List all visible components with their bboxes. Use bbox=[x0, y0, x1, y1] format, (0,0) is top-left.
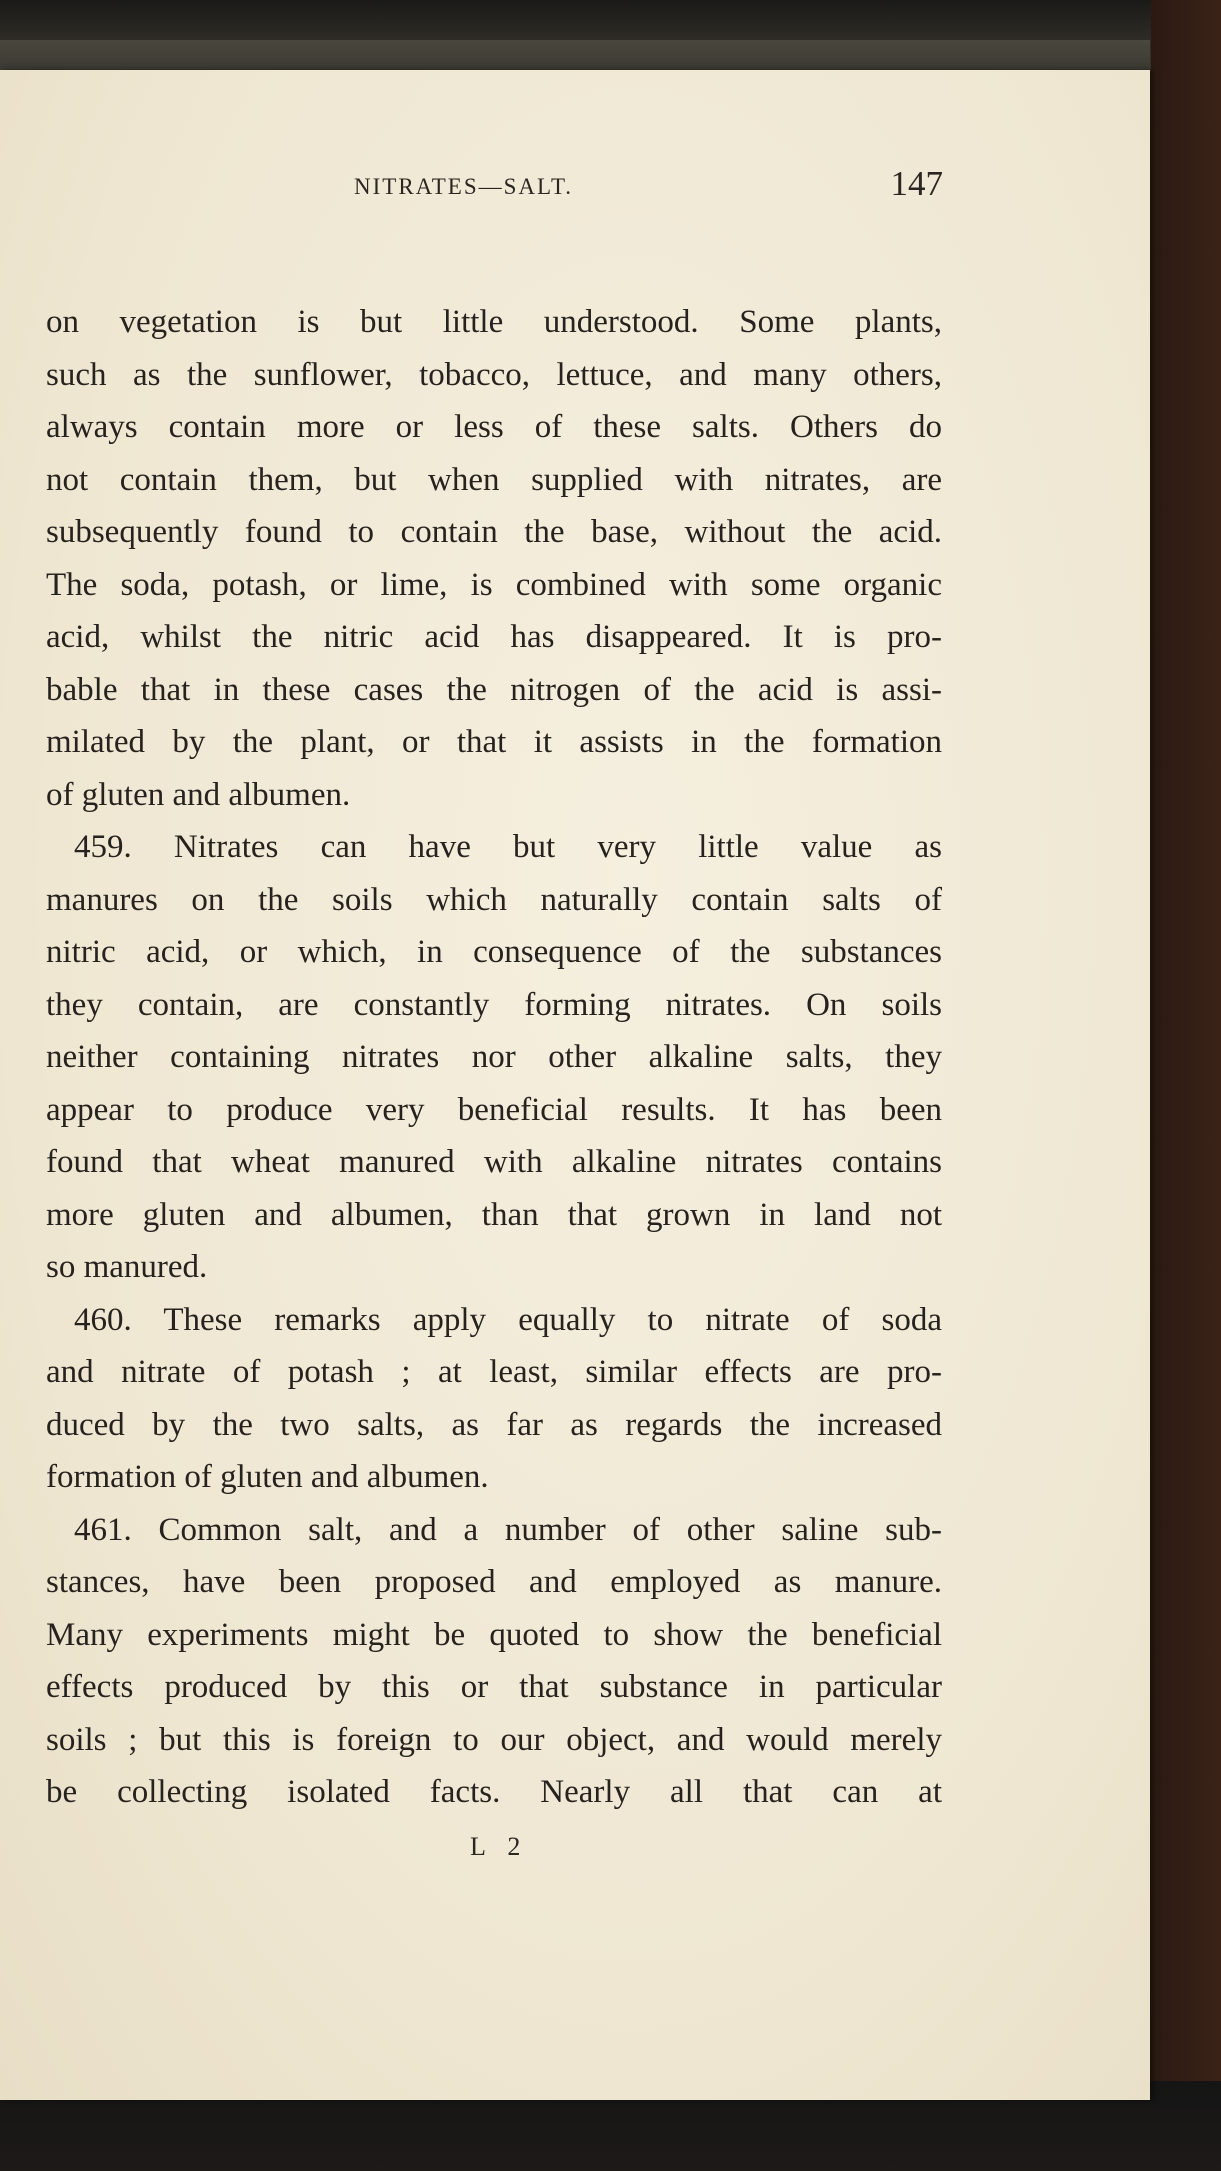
signature-mark: L 2 bbox=[470, 1832, 529, 1861]
text-line: and nitrate of potash ; at least, similar effects are pro- bbox=[46, 1354, 942, 1390]
text-line: duced by the two salts, as far as regards the increased bbox=[46, 1406, 942, 1443]
text-line: bable that in these cases the nitrogen of the acid is assi- bbox=[46, 671, 942, 708]
text-line: manures on the soils which naturally contain salts of bbox=[46, 881, 942, 918]
text-line: stances, have been proposed and employed as manure. bbox=[46, 1564, 942, 1600]
text-line: 461. Common salt, and a number of other saline sub- bbox=[74, 1511, 942, 1548]
text-line: formation of gluten and albumen. bbox=[46, 1459, 489, 1495]
text-line: Many experiments might be quoted to show the beneficial bbox=[46, 1616, 942, 1653]
text-line: be collecting isolated facts. Nearly all that can at bbox=[46, 1774, 942, 1810]
text-line: more gluten and albumen, than that grown in land not bbox=[46, 1196, 942, 1233]
text-line: soils ; but this is foreign to our object, and would merely bbox=[46, 1721, 942, 1758]
text-line: found that wheat manured with alkaline nitrates contains bbox=[46, 1144, 942, 1180]
text-line: subsequently found to contain the base, without the acid. bbox=[46, 514, 942, 550]
page-number: 147 bbox=[890, 164, 943, 203]
running-head bbox=[48, 160, 943, 210]
body-text bbox=[46, 296, 942, 1819]
text-line: effects produced by this or that substance in particular bbox=[46, 1669, 942, 1705]
text-line: on vegetation is but little understood. Some plants, bbox=[46, 304, 942, 340]
text-line: 459. Nitrates can have but very little value as bbox=[74, 829, 942, 865]
text-line: not contain them, but when supplied with nitrates, are bbox=[46, 461, 942, 498]
text-line: neither containing nitrates nor other alkaline salts, they bbox=[46, 1039, 942, 1075]
text-line: acid, whilst the nitric acid has disappeared. It is pro- bbox=[46, 619, 942, 655]
text-line: The soda, potash, or lime, is combined with some organic bbox=[46, 566, 942, 603]
book-spine-shadow bbox=[1151, 0, 1221, 2171]
text-line: so manured. bbox=[46, 1249, 208, 1285]
text-line: of gluten and albumen. bbox=[46, 776, 351, 813]
book-cover-edge bbox=[0, 40, 1150, 72]
text-line: such as the sunflower, tobacco, lettuce, and many others, bbox=[46, 356, 942, 393]
text-line: nitric acid, or which, in consequence of the substances bbox=[46, 934, 942, 970]
text-line: 460. These remarks apply equally to nitrate of soda bbox=[74, 1301, 942, 1338]
text-line: they contain, are constantly forming nitrates. On soils bbox=[46, 986, 942, 1023]
running-head-title: NITRATES—SALT. bbox=[354, 174, 574, 199]
text-line: always contain more or less of these salts. Others do bbox=[46, 409, 942, 445]
text-line: milated by the plant, or that it assists in the formation bbox=[46, 724, 942, 760]
text-line: appear to produce very beneficial results. It has been bbox=[46, 1091, 942, 1128]
